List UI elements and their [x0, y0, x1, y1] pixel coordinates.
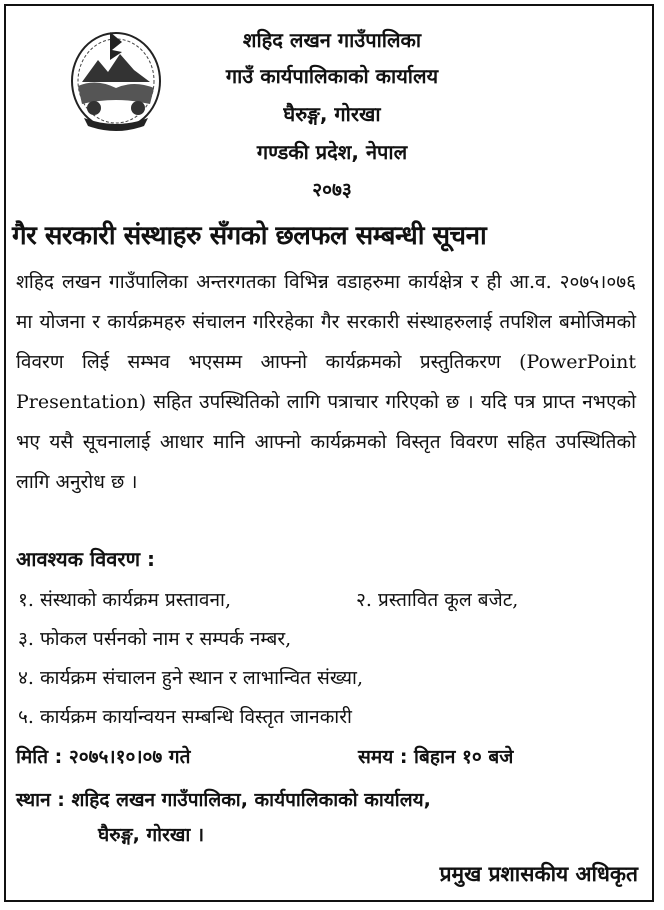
requirement-item: २. प्रस्तावित कूल बजेट, — [356, 589, 519, 611]
header-year: २०७३ — [312, 179, 352, 201]
requirements-heading: आवश्यक विवरण : — [16, 547, 156, 571]
meeting-date: मिति : २०७५।१०।०७ गते — [16, 746, 191, 768]
meeting-place-continued: घैरुङ्ग, गोरखा । — [98, 824, 205, 846]
municipality-name: शहिद लखन गाउँपालिका — [242, 28, 422, 52]
requirement-item: ३. फोकल पर्सनको नाम र सम्पर्क नम्बर, — [18, 628, 292, 650]
requirement-item: ४. कार्यक्रम संचालन हुने स्थान र लाभान्वित संख्या, — [18, 667, 363, 689]
office-name: गाउँ कार्यपालिकाको कार्यालय — [225, 64, 439, 88]
notice-title: गैर सरकारी संस्थाहरु सँगको छलफल सम्बन्धी सूचना — [12, 221, 487, 251]
meeting-time: समय : बिहान १० बजे — [358, 746, 514, 768]
requirement-item: ५. कार्यक्रम कार्यान्वयन सम्बन्धि विस्तृत जानकारी — [18, 706, 352, 728]
province-country: गण्डकी प्रदेश, नेपाल — [256, 140, 408, 164]
meeting-place: स्थान : शहिद लखन गाउँपालिका, कार्यपालिकाको कार्यालय, — [16, 789, 431, 811]
office-location: घैरुङ्ग, गोरखा — [283, 102, 381, 126]
signatory-title: प्रमुख प्रशासकीय अधिकृत — [439, 862, 638, 886]
notice-body: शहिद लखन गाउँपालिका अन्तरगतका विभिन्न वडाहरुमा कार्यक्षेत्र र ही आ.व. २०७५।०७६ मा योजना र कार्यक्रमहरु संचालन गरिरहेका गैर सरकारी संस्थाहरुलाई तपशिल बमोजिमको विवरण लिई सम्भव भएसम्म आफ्नो कार्यक्रमको प्रस्तुतिकरण (PowerPoint Presentation) सहित उपस्थितिको लागि पत्राचार गरिएको छ । यदि पत्र प्राप्त नभएको भए यसै सूचनालाई आधार मानि आफ्नो कार्यक्रमको विस्तृत विवरण सहित उपस्थितिको लागि अनुरोध छ । — [16, 271, 636, 493]
requirement-item: १. संस्थाको कार्यक्रम प्रस्तावना, — [18, 589, 231, 611]
